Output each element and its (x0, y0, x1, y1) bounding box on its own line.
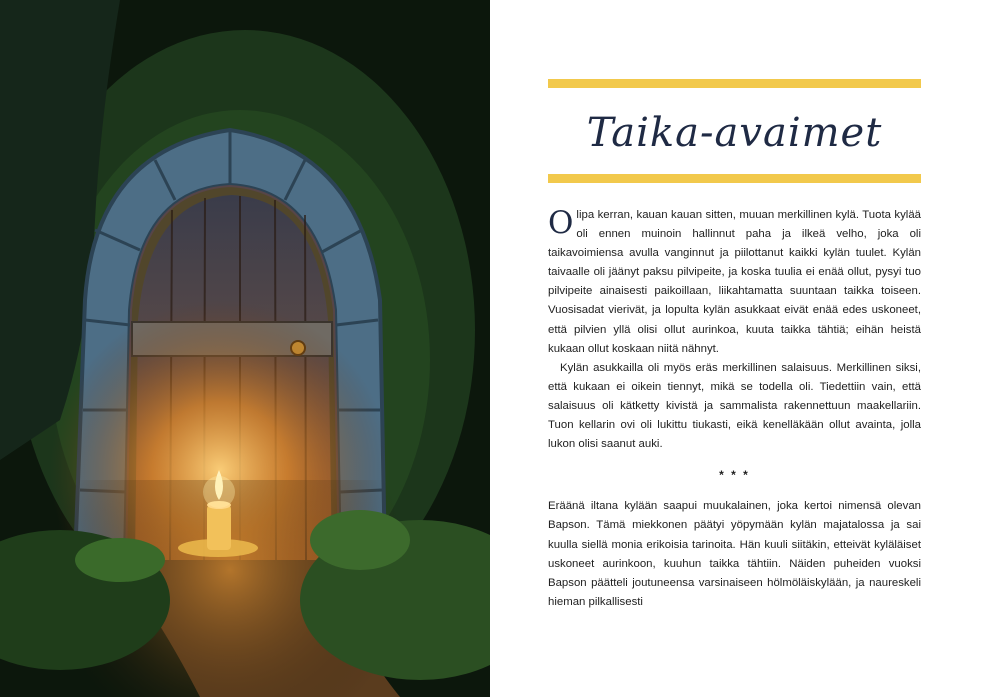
section-separator: * * * (719, 468, 750, 483)
cellar-door-illustration (0, 0, 490, 697)
drop-cap: O (548, 205, 574, 241)
illustration-svg (0, 0, 490, 697)
paragraph-1-text: lipa kerran, kauan kauan sitten, muuan merkillinen kylä. Tuota kylää oli ennen muinoin hallinnut paha ja ilkeä velho, joka oli taikavoimiensa avulla vanginnut ja piilottanut kaikki kylän tuulet. Kylän taivaalle oli jäänyt paksu pilvipeite, ja koska tuulia ei enää ollut, pysyi tuo pilvipeite ainaisesti paikoillaan, liikahtamatta suuntaan taikka toiseen. Vuosisadat vierivät, ja lopulta kylän asukkaat eivät enää edes uskoneet, että pilvien yllä olisi ollut aurinkoa, kuuta taikka tähtiä; eihän heistä kukaan ollut koskaan niitä nähnyt. (548, 209, 921, 355)
story-body (548, 206, 921, 612)
title-rule-top (548, 79, 921, 88)
paragraph-1 (548, 206, 921, 359)
story-title: Taika-avaimet (586, 110, 883, 156)
title-rule-bottom (548, 174, 921, 183)
paragraph-2: Kylän asukkailla oli myös eräs merkillinen salaisuus. Merkillinen siksi, että kukaan ei oikein tiennyt, mikä se todella oli. Tiedettiin vain, että salaisuus oli kätketty kivistä ja sammalista rakennettuun maakellariin. Tuon kellarin ovi oli lukittu tiukasti, eikä kenelläkään ollut avainta, jolla lukon olisi saanut auki. (548, 361, 921, 451)
paragraph-3: Eräänä iltana kylään saapui muukalainen, joka kertoi nimensä olevan Bapson. Tämä miekkonen päätyi yöpymään kylän majatalossa ja sai kuulla siellä monia erikoisia tarinoita. Hän kuuli siitäkin, etteivät kyläläiset uskoneet aurinkoon, kuuhun taikka tähtiin. Näiden puheiden vuoksi Bapson päätteli joutuneensa varsinaiseen hölmöläiskylään, ja naureskeli hieman pilkallisesti (548, 500, 921, 608)
